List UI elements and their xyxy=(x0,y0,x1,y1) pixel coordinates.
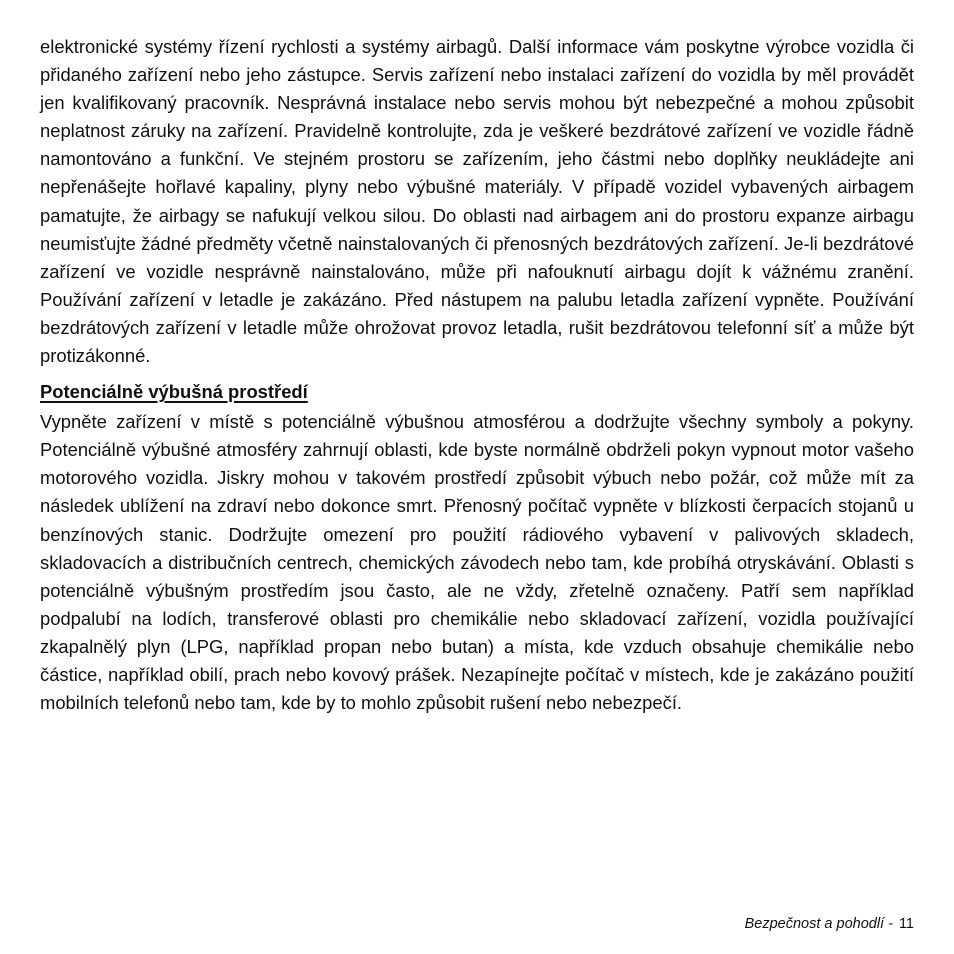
page-footer xyxy=(745,916,914,932)
footer-section-title: Bezpečnost a pohodlí - xyxy=(744,916,893,932)
body-paragraph-1: elektronické systémy řízení rychlosti a systémy airbagů. Další informace vám poskytne výrobce vozidla či přidaného zařízení nebo jeho zástupce. Servis zařízení nebo instalaci zařízení do vozidla by měl provádět jen kvalifikovaný pracovník. Nesprávná instalace nebo servis mohou být nebezpečné a mohou způsobit neplatnost záruky na zařízení. Pravidelně kontrolujte, zda je veškeré bezdrátové zařízení ve vozidle řádně namontováno a funkční. Ve stejném prostoru se zařízením, jeho částmi nebo doplňky neukládejte ani nepřenášejte hořlavé kapaliny, plyny nebo výbušné materiály. V případě vozidel vybavených airbagem pamatujte, že airbagy se nafukují velkou silou. Do oblasti nad airbagem ani do prostoru expanze airbagu neumisťujte žádné předměty včetně nainstalovaných či přenosných bezdrátových zařízení. Je-li bezdrátové zařízení ve vozidle nesprávně nainstalováno, může při nafouknutí airbagu dojít k vážnému zranění. Používání zařízení v letadle je zakázáno. Před nástupem na palubu letadla zařízení vypněte. Používání bezdrátových zařízení v letadle může ohrožovat provoz letadla, rušit bezdrátovou telefonní síť a může být protizákonné. xyxy=(40,36,914,367)
page-number: 11 xyxy=(898,916,914,932)
section-heading: Potenciálně výbušná prostředí xyxy=(40,381,308,403)
body-paragraph-2: Vypněte zařízení v místě s potenciálně výbušnou atmosférou a dodržujte všechny symboly a pokyny. Potenciálně výbušné atmosféry zahrnují oblasti, kde byste normálně obdrželi pokyn vypnout motor vašeho motorového vozidla. Jiskry mohou v takovém prostředí způsobit výbuch nebo požár, což může mít za následek ublížení na zdraví nebo dokonce smrt. Přenosný počítač vypněte v blízkosti čerpacích stojanů u benzínových stanic. Dodržujte omezení pro použití rádiového vybavení v palivových skladech, skladovacích a distribučních centrech, chemických závodech nebo tam, kde probíhá otryskávání. Oblasti s potenciálně výbušným prostředím jsou často, ale ne vždy, zřetelně označeny. Patří sem například podpalubí na lodích, transferové oblasti pro chemikálie nebo skladovací zařízení, vozidla používající zkapalnělý plyn (LPG, například propan nebo butan) a místa, kde vzduch obsahuje chemikálie nebo částice, například obilí, prach nebo kovový prášek. Nezapínejte počítač v místech, kde je zakázáno použití mobilních telefonů nebo tam, kde by to mohlo způsobit rušení nebo nebezpečí. xyxy=(40,411,914,714)
document-page xyxy=(40,33,914,717)
